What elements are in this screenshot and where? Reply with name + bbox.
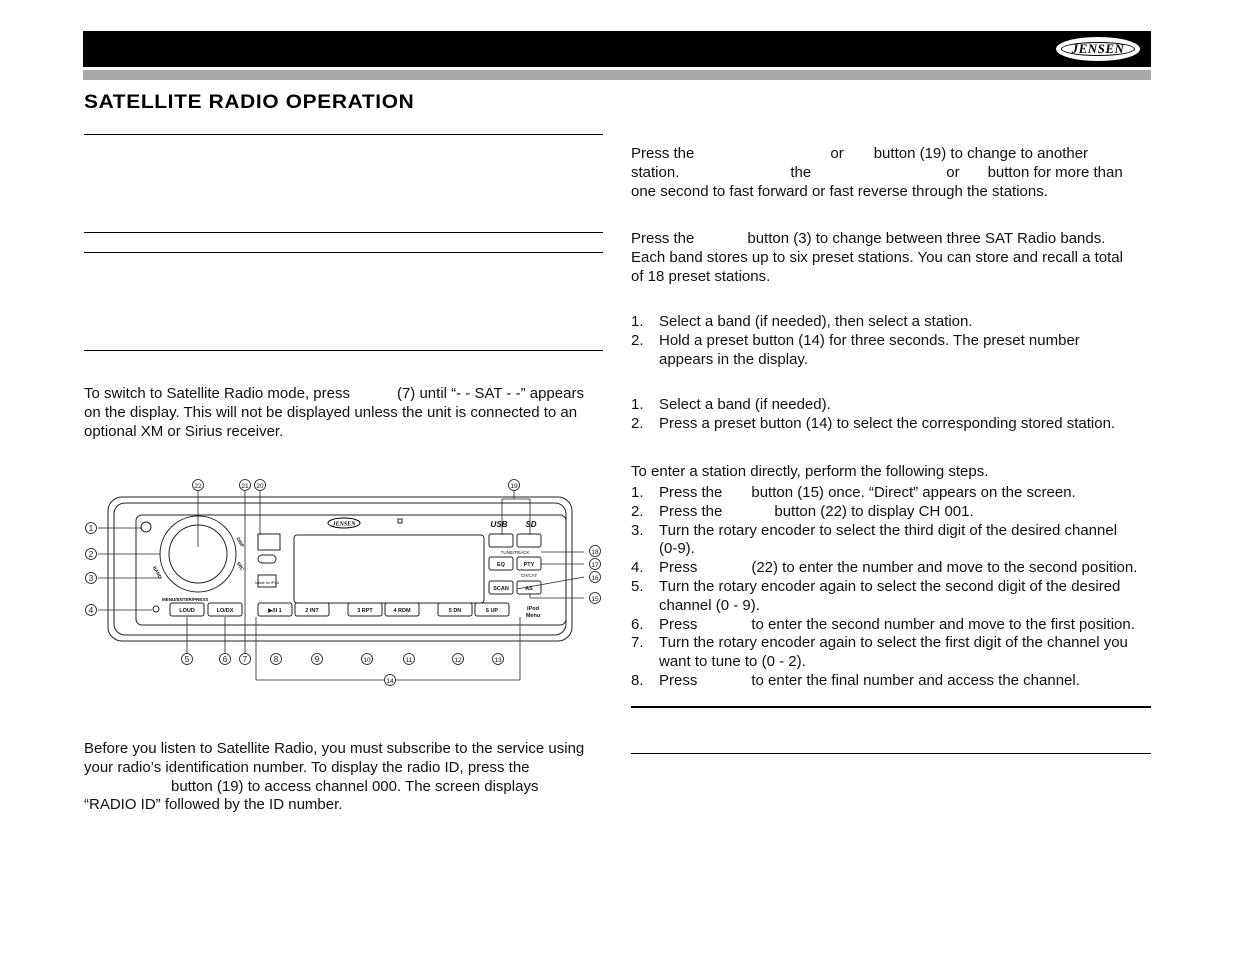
recall-steps-list [631,396,1115,434]
callout-1: 1 [88,524,94,533]
callout-9: 9 [314,655,320,664]
direct-steps-list [631,484,1137,691]
callout-2: 2 [88,550,94,559]
divider [84,232,603,233]
callout-17: 17 [591,562,599,569]
divider [631,753,1151,754]
direct-entry-intro: To enter a station directly, perform the following steps. [631,463,989,480]
diagram-brand: JENSEN [332,521,356,528]
list-item: 2. Hold a preset button (14) for three seconds. The preset number appears in the display. [631,331,1080,368]
callout-18: 18 [591,549,599,556]
list-item: 1. Select a band (if needed), then select a station. [631,313,973,330]
band-label: BAND [151,565,163,580]
logo-text: JENSEN [1061,42,1135,56]
tune-track-label: TUNE/TRACK [500,550,530,555]
list-item: 6. Press to enter the second number and move to the first position. [631,615,1135,633]
usb-label: USB [490,520,508,529]
menu-enter-label: MENU/ENTER/PRESS [162,597,209,602]
callout-20: 20 [256,483,264,490]
tune-paragraph: Press the or button (19) to change to another station. the or button for more than one second to fast forward or fast reverse through the stations. [631,145,1123,200]
list-item: 1. Select a band (if needed). [631,396,831,413]
eq-button-label: EQ [497,562,505,568]
sd-label: SD [525,520,537,529]
callout-10: 10 [363,657,371,664]
loud-button-label: LOUD [179,608,195,614]
disp-label: DISP [235,536,246,549]
preset-6-label: 6 UP [485,608,499,614]
callout-21: 21 [241,483,249,490]
lodx-button-label: LO/DX [216,608,234,614]
callout-3: 3 [88,574,94,583]
scan-button-label: SCAN [493,586,509,592]
ch-cat-label: CH/CAT [520,573,538,578]
preset-1-label: ▶/II 1 [268,608,282,614]
callout-6: 6 [222,655,228,664]
list-item: 3. Turn the rotary encoder to select the third digit of the desired channel (0-9). [631,521,1118,558]
radio-id-paragraph: Before you listen to Satellite Radio, you must subscribe to the service using your radio’s identification number. To display the radio ID, press the button (19) to access channel 000. The screen displays “RADIO ID” followed by the ID number. [84,740,585,814]
switch-mode-paragraph: To switch to Satellite Radio mode, press (7) until “- - SAT - -” appears on the display. This will not be displayed unless the unit is connected to an optional XM or Sirius receiver. [84,385,584,440]
callout-12: 12 [454,657,462,664]
header-accent-bar [83,70,1151,80]
store-steps-list [631,313,1080,369]
as-button-label: AS [525,586,533,592]
callout-14: 14 [386,678,394,685]
preset-5-label: 5 DN [448,608,462,614]
src-label: SRC [235,560,245,572]
callout-5: 5 [184,655,190,664]
divider [84,134,603,135]
callout-19: 19 [510,483,518,490]
callout-16: 16 [591,575,599,582]
callout-11: 11 [405,657,413,664]
callout-4: 4 [88,606,94,615]
divider [84,252,603,253]
divider [84,350,603,351]
callout-8: 8 [273,655,279,664]
list-item: 7. Turn the rotary encoder again to select the first digit of the channel you want to tune to (0 - 2). [631,634,1128,671]
ipod-label: iPod [527,606,539,612]
callout-22: 22 [194,483,202,490]
preset-3-label: 3 RPT [357,608,373,614]
callout-13: 13 [494,657,502,664]
callout-15: 15 [591,596,599,603]
list-item: 2. Press a preset button (14) to select the corresponding stored station. [631,414,1116,432]
list-item: 5. Turn the rotary encoder again to select the second digit of the desired channel (0 - 9). [631,577,1121,614]
list-item: 1. Press the button (15) once. “Direct” appears on the screen. [631,484,1076,501]
divider [631,706,1151,708]
list-item: 2. Press the button (22) to display CH 001. [631,502,974,520]
menu-label: Menu [525,613,541,619]
callout-7: 7 [242,655,248,664]
header-bar [83,31,1151,67]
pty-button-label: PTY [523,562,535,568]
list-item: 8. Press to enter the final number and access the channel. [631,671,1080,689]
preset-2-label: 2 INT [305,608,319,614]
jensen-logo [1056,37,1140,61]
band-paragraph: Press the button (3) to change between three SAT Radio bands. Each band stores up to six preset stations. You can store and recall a total of 18 preset stations. [631,230,1123,285]
ipod-badge-label: Made for iPod [255,581,279,585]
list-item: 4. Press (22) to enter the number and move to the second position. [631,559,1138,577]
page-title: SATELLITE RADIO OPERATION [84,92,415,113]
preset-4-label: 4 RDM [393,608,411,614]
head-unit-diagram [84,477,604,687]
